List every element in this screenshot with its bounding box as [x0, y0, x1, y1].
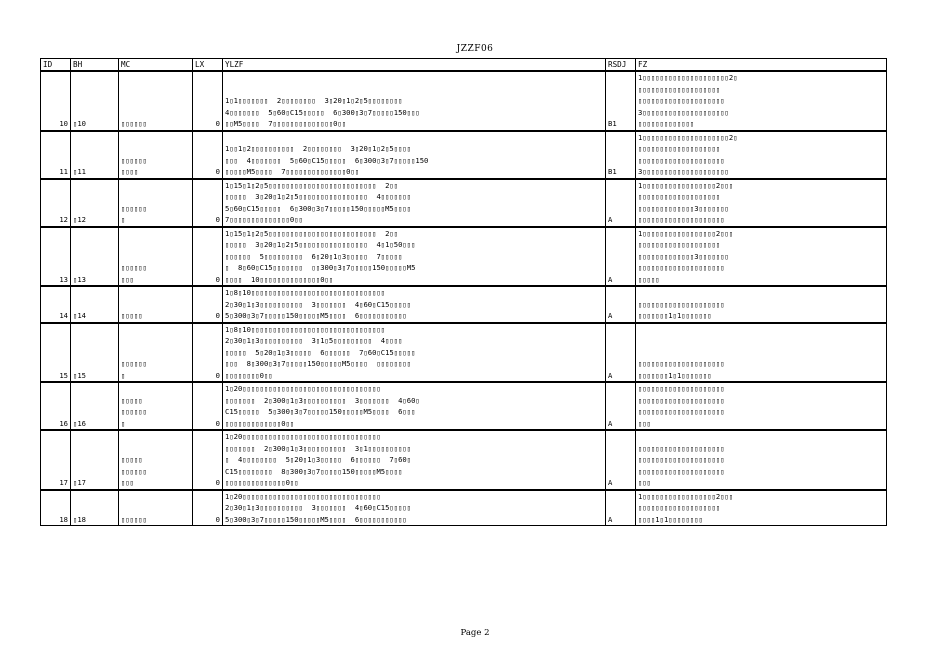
cell-bh: ▯16 [71, 382, 119, 430]
cell-mc: ▯▯▯▯▯ [119, 286, 193, 323]
cell-id: 10 [41, 71, 71, 131]
cell-fz: ▯▯▯▯▯▯▯▯▯▯▯▯▯▯▯▯▯▯▯▯ ▯▯▯▯▯▯▯1▯1▯▯▯▯▯▯▯ [636, 286, 887, 323]
cell-id: 16 [41, 382, 71, 430]
cell-rsdj: A [606, 490, 636, 526]
cell-fz: ▯▯▯▯▯▯▯▯▯▯▯▯▯▯▯▯▯▯▯▯ ▯▯▯▯▯▯▯▯▯▯▯▯▯▯▯▯▯▯▯▯ ▯▯▯▯▯▯▯▯▯▯▯▯▯▯▯▯▯▯▯▯ ▯▯▯ [636, 430, 887, 490]
cell-id: 12 [41, 179, 71, 227]
cell-mc: ▯▯▯▯▯▯ [119, 71, 193, 131]
page-number: Page 2 [460, 628, 490, 638]
cell-fz: ▯▯▯▯▯▯▯▯▯▯▯▯▯▯▯▯▯▯▯▯ ▯▯▯▯▯▯▯1▯1▯▯▯▯▯▯▯ [636, 323, 887, 383]
cell-id: 13 [41, 227, 71, 287]
cell-mc: ▯▯▯▯▯ ▯▯▯▯▯▯ ▯▯▯ [119, 430, 193, 490]
cell-lx: 0 [193, 430, 223, 490]
cell-bh: ▯17 [71, 430, 119, 490]
cell-lx: 0 [193, 71, 223, 131]
cell-bh: ▯13 [71, 227, 119, 287]
cell-lx: 0 [193, 490, 223, 526]
cell-ylzf: 1▯8▯10▯▯▯▯▯▯▯▯▯▯▯▯▯▯▯▯▯▯▯▯▯▯▯▯▯▯▯▯▯▯▯ 2▯30▯1▯3▯▯▯▯▯▯▯▯▯▯ 3▯1▯5▯▯▯▯▯▯▯▯▯ 4▯▯▯▯ ▯▯▯▯▯ 5▯20▯1▯3▯▯▯▯▯ 6▯▯▯▯▯▯ 7▯60▯C15▯▯▯▯▯ ▯▯▯ 8▯300▯3▯7▯▯▯▯▯150▯▯▯▯▯M5▯▯▯▯ ▯▯▯▯▯▯▯▯ ▯▯▯▯▯▯▯▯0▯▯ [223, 323, 606, 383]
cell-fz: 1▯▯▯▯▯▯▯▯▯▯▯▯▯▯▯▯▯2▯▯▯ ▯▯▯▯▯▯▯▯▯▯▯▯▯▯▯▯▯▯▯ ▯▯▯▯1▯1▯▯▯▯▯▯▯▯ [636, 490, 887, 526]
cell-ylzf: 1▯15▯1▯2▯5▯▯▯▯▯▯▯▯▯▯▯▯▯▯▯▯▯▯▯▯▯▯▯▯▯ 2▯▯ ▯▯▯▯▯ 3▯20▯1▯2▯5▯▯▯▯▯▯▯▯▯▯▯▯▯▯▯▯ 4▯1▯50▯▯▯ ▯▯▯▯▯▯ 5▯▯▯▯▯▯▯▯▯ 6▯20▯1▯3▯▯▯▯▯ 7▯▯▯▯▯ ▯ 8▯60▯C15▯▯▯▯▯▯▯ ▯▯300▯3▯7▯▯▯▯▯150▯▯▯▯▯M5 ▯▯▯▯ 10▯▯▯▯▯▯▯▯▯▯▯▯▯▯0▯▯ [223, 227, 606, 287]
cell-mc: ▯▯▯▯▯▯ ▯▯▯▯ [119, 131, 193, 179]
header-mc: MC [119, 59, 193, 72]
cell-lx: 0 [193, 382, 223, 430]
cell-bh: ▯11 [71, 131, 119, 179]
cell-id: 17 [41, 430, 71, 490]
cell-mc: ▯▯▯▯▯▯ ▯ [119, 323, 193, 383]
cell-id: 18 [41, 490, 71, 526]
cell-mc: ▯▯▯▯▯▯ ▯▯▯ [119, 227, 193, 287]
header-fz: FZ [636, 59, 887, 72]
cell-fz: 1▯▯▯▯▯▯▯▯▯▯▯▯▯▯▯▯▯▯▯▯2▯ ▯▯▯▯▯▯▯▯▯▯▯▯▯▯▯▯▯▯▯ ▯▯▯▯▯▯▯▯▯▯▯▯▯▯▯▯▯▯▯▯ 3▯▯▯▯▯▯▯▯▯▯▯▯▯▯▯▯▯▯▯▯ [636, 131, 887, 179]
table-row [41, 382, 887, 430]
cell-mc: ▯▯▯▯▯ ▯▯▯▯▯▯ ▯ [119, 382, 193, 430]
cell-id: 14 [41, 286, 71, 323]
cell-ylzf: 1▯20▯▯▯▯▯▯▯▯▯▯▯▯▯▯▯▯▯▯▯▯▯▯▯▯▯▯▯▯▯▯▯▯ 2▯30▯1▯3▯▯▯▯▯▯▯▯▯▯ 3▯▯▯▯▯▯▯ 4▯60▯C15▯▯▯▯▯ 5▯300▯3▯7▯▯▯▯▯150▯▯▯▯▯M5▯▯▯▯ 6▯▯▯▯▯▯▯▯▯▯▯ [223, 490, 606, 526]
cell-mc: ▯▯▯▯▯▯ [119, 490, 193, 526]
cell-rsdj: B1 [606, 71, 636, 131]
cell-lx: 0 [193, 131, 223, 179]
cell-bh: ▯14 [71, 286, 119, 323]
header-ylzf: YLZF [223, 59, 606, 72]
cell-rsdj: A [606, 286, 636, 323]
table-row [41, 227, 887, 287]
cell-ylzf: 1▯1▯▯▯▯▯▯▯ 2▯▯▯▯▯▯▯▯ 3▯20▯1▯2▯5▯▯▯▯▯▯▯▯ 4▯▯▯▯▯▯▯ 5▯60▯C15▯▯▯▯▯ 6▯300▯3▯7▯▯▯▯▯150▯▯▯ ▯▯M5▯▯▯▯ 7▯▯▯▯▯▯▯▯▯▯▯▯▯▯0▯▯ [223, 71, 606, 131]
table-row [41, 179, 887, 227]
cell-bh: ▯15 [71, 323, 119, 383]
cell-lx: 0 [193, 227, 223, 287]
cell-ylzf: 1▯20▯▯▯▯▯▯▯▯▯▯▯▯▯▯▯▯▯▯▯▯▯▯▯▯▯▯▯▯▯▯▯▯ ▯▯▯▯▯▯▯ 2▯300▯1▯3▯▯▯▯▯▯▯▯▯▯ 3▯1▯▯▯▯▯▯▯▯▯▯ ▯ 4▯▯▯▯▯▯▯▯ 5▯20▯1▯3▯▯▯▯▯ 6▯▯▯▯▯▯ 7▯60▯ C15▯▯▯▯▯▯▯▯ 8▯300▯3▯7▯▯▯▯▯150▯▯▯▯▯M5▯▯▯▯ ▯▯▯▯▯▯▯▯▯▯▯▯▯▯0▯▯ [223, 430, 606, 490]
cell-ylzf: 1▯20▯▯▯▯▯▯▯▯▯▯▯▯▯▯▯▯▯▯▯▯▯▯▯▯▯▯▯▯▯▯▯▯ ▯▯▯▯▯▯▯ 2▯300▯1▯3▯▯▯▯▯▯▯▯▯▯ 3▯▯▯▯▯▯▯ 4▯60▯ C15▯▯▯▯▯ 5▯300▯3▯7▯▯▯▯▯150▯▯▯▯▯M5▯▯▯▯ 6▯▯▯ ▯▯▯▯▯▯▯▯▯▯▯▯▯0▯▯ [223, 382, 606, 430]
table-row [41, 286, 887, 323]
cell-fz: ▯▯▯▯▯▯▯▯▯▯▯▯▯▯▯▯▯▯▯▯ ▯▯▯▯▯▯▯▯▯▯▯▯▯▯▯▯▯▯▯▯ ▯▯▯▯▯▯▯▯▯▯▯▯▯▯▯▯▯▯▯▯ ▯▯▯ [636, 382, 887, 430]
cell-lx: 0 [193, 179, 223, 227]
cell-lx: 0 [193, 323, 223, 383]
cell-bh: ▯12 [71, 179, 119, 227]
table-row [41, 131, 887, 179]
cell-rsdj: A [606, 179, 636, 227]
table-row [41, 71, 887, 131]
header-bh: BH [71, 59, 119, 72]
data-table [40, 58, 887, 526]
cell-rsdj: A [606, 382, 636, 430]
cell-rsdj: A [606, 430, 636, 490]
table-header-row [41, 59, 887, 72]
cell-ylzf: 1▯8▯10▯▯▯▯▯▯▯▯▯▯▯▯▯▯▯▯▯▯▯▯▯▯▯▯▯▯▯▯▯▯▯ 2▯30▯1▯3▯▯▯▯▯▯▯▯▯▯ 3▯▯▯▯▯▯▯ 4▯60▯C15▯▯▯▯▯ 5▯300▯3▯7▯▯▯▯▯150▯▯▯▯▯M5▯▯▯▯ 6▯▯▯▯▯▯▯▯▯▯▯ [223, 286, 606, 323]
table-row [41, 323, 887, 383]
document-title: JZZF06 [456, 44, 494, 54]
cell-id: 15 [41, 323, 71, 383]
cell-mc: ▯▯▯▯▯▯ ▯ [119, 179, 193, 227]
cell-fz: 1▯▯▯▯▯▯▯▯▯▯▯▯▯▯▯▯▯▯▯▯2▯ ▯▯▯▯▯▯▯▯▯▯▯▯▯▯▯▯▯▯▯ ▯▯▯▯▯▯▯▯▯▯▯▯▯▯▯▯▯▯▯▯ 3▯▯▯▯▯▯▯▯▯▯▯▯▯▯▯▯▯▯▯▯ ▯▯▯▯▯▯▯▯▯▯▯▯▯ [636, 71, 887, 131]
header-id: ID [41, 59, 71, 72]
header-lx: LX [193, 59, 223, 72]
cell-ylzf: 1▯15▯1▯2▯5▯▯▯▯▯▯▯▯▯▯▯▯▯▯▯▯▯▯▯▯▯▯▯▯▯ 2▯▯ ▯▯▯▯▯ 3▯20▯1▯2▯5▯▯▯▯▯▯▯▯▯▯▯▯▯▯▯▯ 4▯▯▯▯▯▯▯ 5▯60▯C15▯▯▯▯▯ 6▯300▯3▯7▯▯▯▯▯150▯▯▯▯▯M5▯▯▯▯ 7▯▯▯▯▯▯▯▯▯▯▯▯▯▯0▯▯ [223, 179, 606, 227]
cell-rsdj: A [606, 323, 636, 383]
cell-fz: 1▯▯▯▯▯▯▯▯▯▯▯▯▯▯▯▯▯2▯▯▯ ▯▯▯▯▯▯▯▯▯▯▯▯▯▯▯▯▯▯▯ ▯▯▯▯▯▯▯▯▯▯▯▯▯3▯▯▯▯▯▯▯ ▯▯▯▯▯▯▯▯▯▯▯▯▯▯▯▯▯▯▯▯ [636, 179, 887, 227]
cell-bh: ▯10 [71, 71, 119, 131]
cell-ylzf: 1▯▯1▯2▯▯▯▯▯▯▯▯▯▯ 2▯▯▯▯▯▯▯▯ 3▯20▯1▯2▯5▯▯▯▯ ▯▯▯ 4▯▯▯▯▯▯▯ 5▯60▯C15▯▯▯▯▯ 6▯300▯3▯7▯▯▯▯▯150 ▯▯▯▯▯M5▯▯▯▯ 7▯▯▯▯▯▯▯▯▯▯▯▯▯▯0▯▯ [223, 131, 606, 179]
table-row [41, 490, 887, 526]
cell-fz: 1▯▯▯▯▯▯▯▯▯▯▯▯▯▯▯▯▯2▯▯▯ ▯▯▯▯▯▯▯▯▯▯▯▯▯▯▯▯▯▯▯ ▯▯▯▯▯▯▯▯▯▯▯▯▯3▯▯▯▯▯▯▯ ▯▯▯▯▯▯▯▯▯▯▯▯▯▯▯▯▯▯▯▯ ▯▯▯▯▯ [636, 227, 887, 287]
header-rsdj: RSDJ [606, 59, 636, 72]
cell-lx: 0 [193, 286, 223, 323]
cell-rsdj: B1 [606, 131, 636, 179]
cell-id: 11 [41, 131, 71, 179]
table-row [41, 430, 887, 490]
cell-bh: ▯18 [71, 490, 119, 526]
cell-rsdj: A [606, 227, 636, 287]
